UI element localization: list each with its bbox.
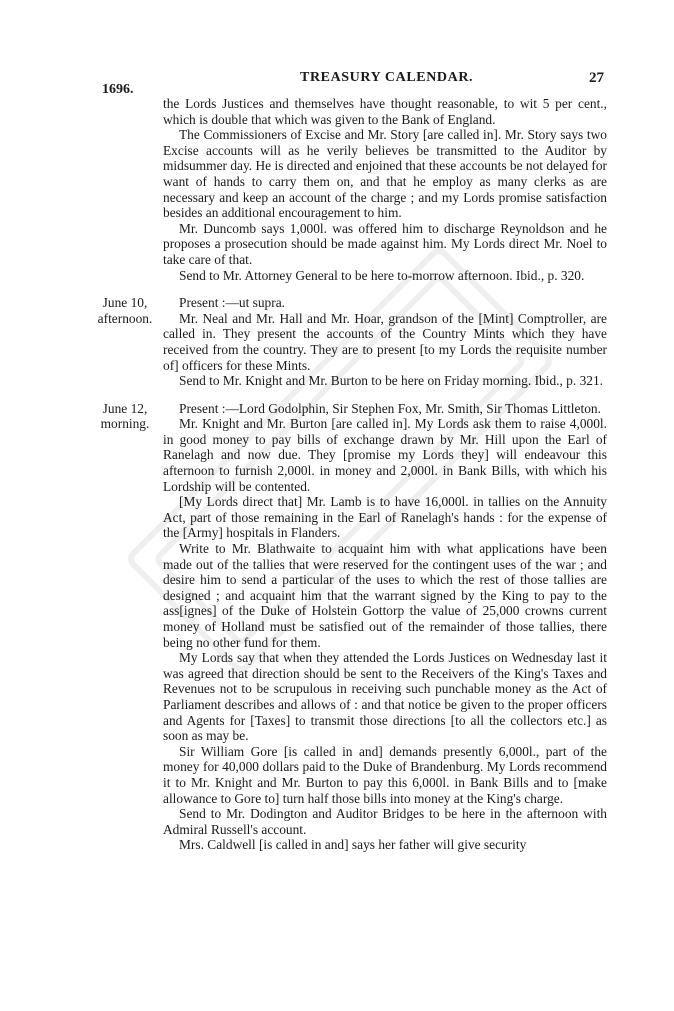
margin-date-line: morning. <box>100 416 150 432</box>
entry-block <box>87 295 607 389</box>
paragraph: My Lords say that when they attended the Lords Justices on Wednesday last it was agreed that direction should be sent to the Receivers of the King's Taxes and Revenues not to be scrupulous in receiving such punchable money as the Act of Parliament describes and allows of : and that notice be given to the proper officers and Agents for [Taxes] to transmit those directions [to all the collectors etc.] as soon as may be. <box>163 650 607 744</box>
paragraph: The Commissioners of Excise and Mr. Story [are called in]. Mr. Story says two Excise accounts will as he verily believes be transmitted to the Auditor by midsummer day. He is directed and enjoined that these accounts be not delayed for want of hands to carry them on, and that he employ as many clerks as are necessary and keep an account of the charge ; and my Lords promise satisfaction besides an additional encouragement to him. <box>163 127 607 221</box>
page-number: 27 <box>589 70 604 86</box>
header-year: 1696. <box>102 82 134 97</box>
paragraph: Mr. Duncomb says 1,000l. was offered him to discharge Reynoldson and he proposes a prosecution should be made against him. My Lords direct Mr. Noel to take care of that. <box>163 220 607 267</box>
paragraph: Send to Mr. Knight and Mr. Burton to be here on Friday morning. Ibid., p. 321. <box>179 373 604 389</box>
paragraph: Send to Mr. Dodington and Auditor Bridges to be here in the afternoon with Admiral Russell's account. <box>163 806 607 837</box>
margin-date-line: afternoon. <box>97 310 153 326</box>
margin-date <box>87 401 163 432</box>
entry-text <box>163 401 607 853</box>
margin-date-line: June 12, <box>102 400 148 416</box>
paragraph: [My Lords direct that] Mr. Lamb is to have 16,000l. in tallies on the Annuity Act, part of those remaining in the Earl of Ranelagh's hands : for the expense of the [Army] hospitals in Flanders. <box>163 494 607 541</box>
paragraph: Sir William Gore [is called in and] demands presently 6,000l., part of the money for 40,000 dollars paid to the Duke of Brandenburg. My Lords recommend it to Mr. Knight and Mr. Burton to pay this 6,000l. in Bank Bills and to [make allowance to Gore to] turn half those bills into money at the King's charge. <box>163 743 607 806</box>
margin-date <box>87 295 163 326</box>
entry-block <box>87 401 607 853</box>
running-header <box>0 70 674 97</box>
header-title: TREASURY CALENDAR. <box>300 70 474 85</box>
paragraph: Send to Mr. Attorney General to be here to-morrow afternoon. Ibid., p. 320. <box>179 267 585 283</box>
present-line: Present :—Lord Godolphin, Sir Stephen Fox, Mr. Smith, Sir Thomas Littleton. <box>179 400 601 416</box>
entry-text <box>163 295 607 389</box>
paragraph: Mr. Neal and Mr. Hall and Mr. Hoar, grandson of the [Mint] Comptroller, are called in. They present the accounts of the Country Mints which they have received from the country. They are to present [to my Lords the requisite number of] officers for these Mints. <box>163 310 607 373</box>
margin-date-line: June 10, <box>102 295 148 311</box>
paragraph: Write to Mr. Blathwaite to acquaint him with what applications have been made out of the tallies that were reserved for the contingent uses of the war ; and desire him to send a particular of the uses to which the rest of those tallies are designed ; and acquaint him that the warrant signed by the King to pay to the ass[ignes] of the Duke of Holstein Gottorp the value of 25,000 crowns current money of Holland must be satisfied out of the remainder of those tallies, there being no other fund for them. <box>163 541 607 650</box>
entry-text <box>163 96 607 283</box>
document-body <box>87 96 607 853</box>
present-line: Present :—ut supra. <box>179 295 285 311</box>
paragraph: Mrs. Caldwell [is called in and] says her father will give security <box>179 837 527 853</box>
paragraph: Mr. Knight and Mr. Burton [are called in]. My Lords ask them to raise 4,000l. in good money to pay bills of exchange drawn by Mr. Hill upon the Earl of Ranelagh and now due. They [promise my Lords they] will endeavour this afternoon to furnish 2,000l. in money and 2,000l. in Bank Bills, with which his Lordship will be contented. <box>163 416 607 494</box>
entry-block <box>87 96 607 283</box>
paragraph: the Lords Justices and themselves have thought reasonable, to wit 5 per cent., which is double that which was given to the Bank of England. <box>163 96 607 127</box>
